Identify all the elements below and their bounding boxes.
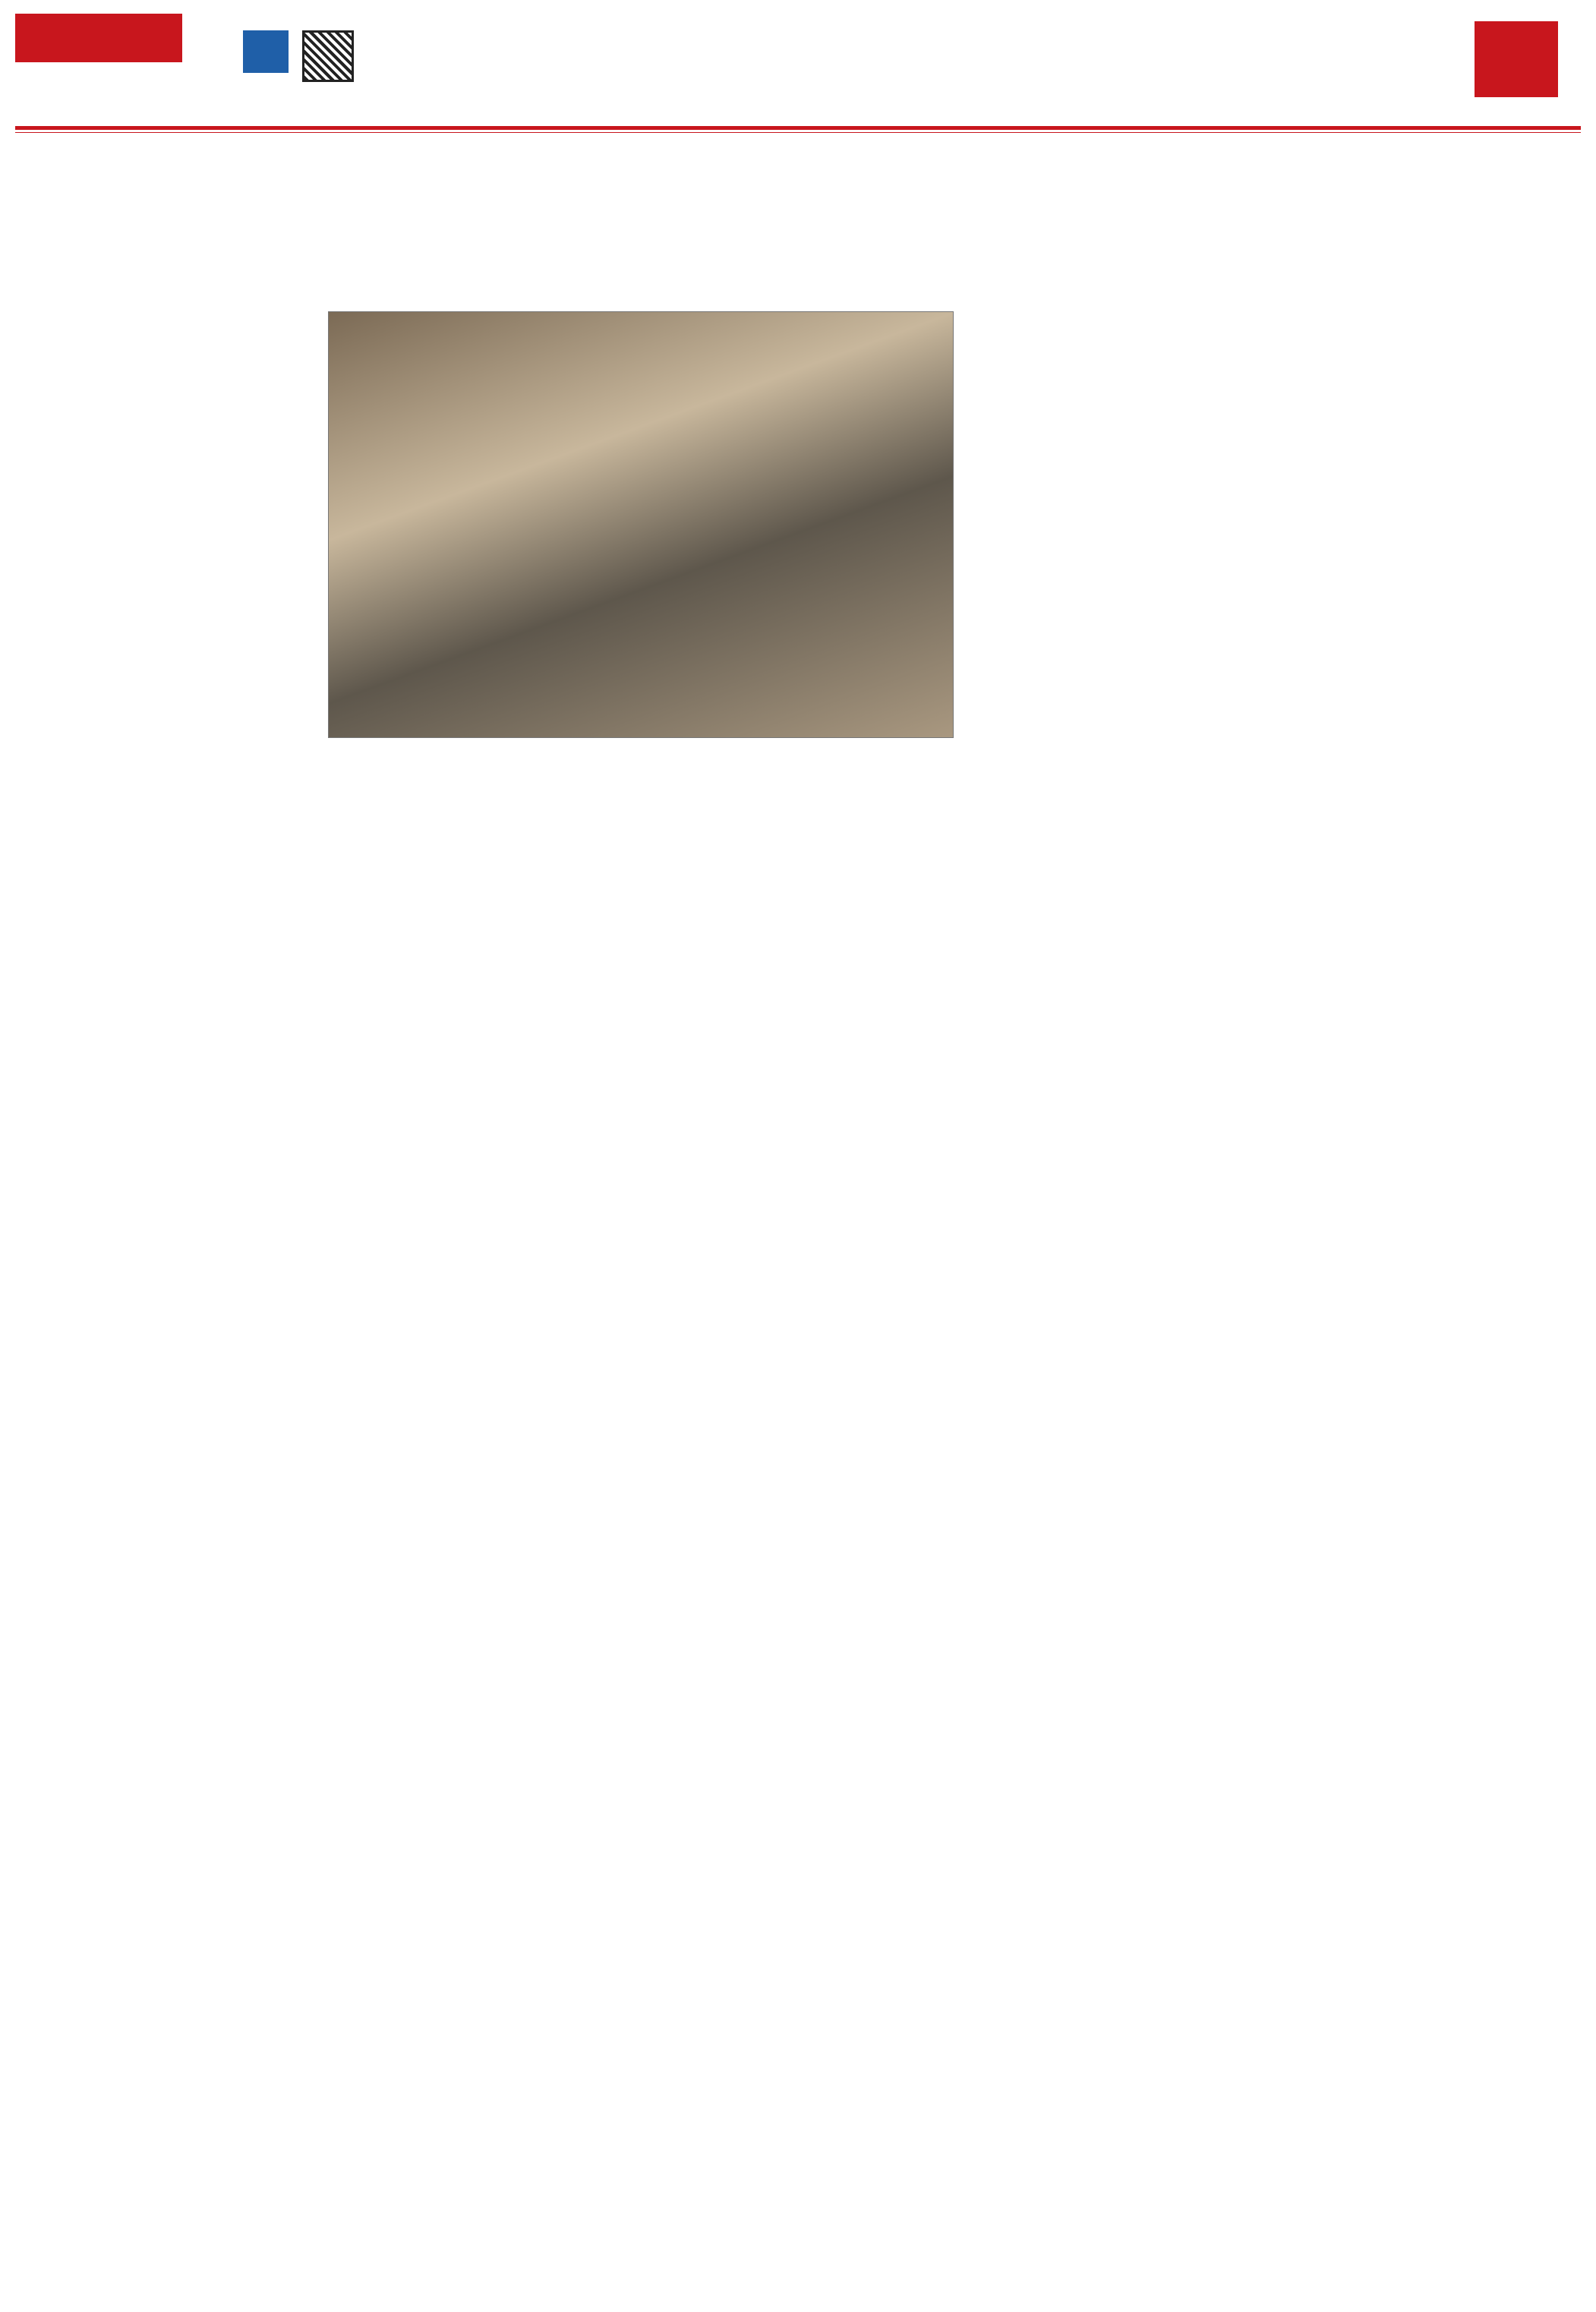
article1-col1b [15,797,319,1557]
brand-logo [15,14,182,62]
masthead [0,0,1596,152]
article1-col1 [15,311,319,797]
xinhua-app-logo-icon [243,30,289,73]
masthead-rule [15,126,1581,130]
masthead-rule-thin [15,132,1581,133]
page-number [1475,21,1558,97]
qr-code-icon[interactable] [302,30,354,82]
article1-photo [328,311,954,738]
article1-col4 [963,311,1236,797]
